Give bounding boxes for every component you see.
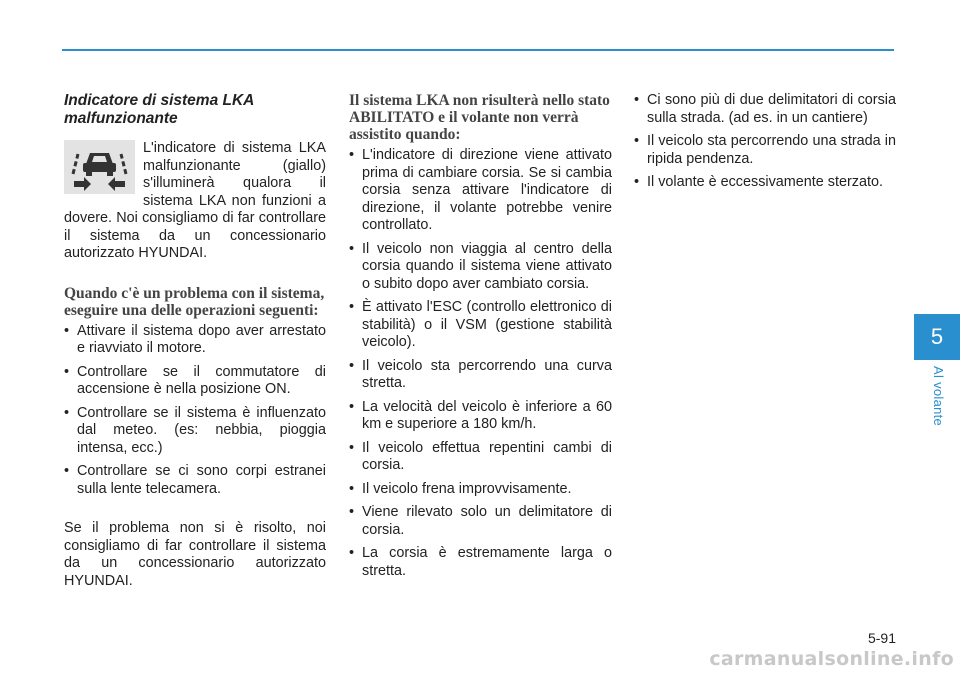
list-item: • Il veicolo effettua repentini cambi di corsia. (349, 440, 612, 475)
watermark: carmanualsonline.info (709, 648, 954, 670)
list-item: • La velocità del veicolo è inferiore a 60 km e superiore a 180 km/h. (349, 399, 612, 434)
chapter-tab[interactable]: 5 (914, 314, 960, 360)
section-heading-indicator: Indicatore di sistema LKA malfunzionante (64, 92, 254, 127)
column-2 (349, 92, 612, 586)
list-item: • Il veicolo frena improvvisamente. (349, 481, 612, 499)
conditions-heading: Il sistema LKA non risulterà nello stato ABILITATO e il volante non verrà assistito quando: (349, 92, 610, 143)
list-item: • Controllare se il sistema è influenzato dal meteo. (es: nebbia, pioggia intensa, ecc.) (64, 405, 326, 458)
problem-list (64, 323, 326, 499)
page-number: 5-91 (867, 630, 896, 646)
list-item: • Controllare se il commutatore di accensione è nella posizione ON. (64, 364, 326, 399)
lka-warning-icon (64, 140, 135, 194)
chapter-label: Al volante (931, 366, 946, 427)
list-item: • Il volante è eccessivamente sterzato. (634, 174, 896, 192)
indicator-description: L'indicatore di sistema LKA malfunzionante (giallo) s'illuminerà qualora il sistema LKA non funzioni a dovere. Noi consigliamo di far controllare il sistema da un concessionario autorizzato HYUNDAI. (64, 140, 326, 261)
list-item: • L'indicatore di direzione viene attivato prima di cambiare corsia. Se si cambia corsia senza attivare l'indicatore di direzione, il volante potrebbe venire controllato. (349, 147, 612, 235)
conditions-list (349, 147, 612, 580)
list-item: • Viene rilevato solo un delimitatore di corsia. (349, 504, 612, 539)
list-item: • Il veicolo non viaggia al centro della corsia quando il sistema viene attivato o subito dopo aver cambiato corsia. (349, 241, 612, 294)
problem-heading: Quando c'è un problema con il sistema, eseguire una delle operazioni seguenti: (64, 284, 325, 319)
list-item: • Ci sono più di due delimitatori di corsia sulla strada. (ad es. in un cantiere) (634, 92, 896, 127)
list-item: • Controllare se ci sono corpi estranei sulla lente telecamera. (64, 463, 326, 498)
closing-paragraph: Se il problema non si è risolto, noi consigliamo di far controllare il sistema da un concessionario autorizzato HYUNDAI. (64, 520, 326, 589)
header-rule (62, 49, 894, 51)
list-item: • Il veicolo sta percorrendo una curva stretta. (349, 358, 612, 393)
conditions-list-continued (634, 92, 896, 192)
column-3 (634, 92, 896, 198)
list-item: • Attivare il sistema dopo aver arrestato e riavviato il motore. (64, 323, 326, 358)
list-item: • È attivato l'ESC (controllo elettronico di stabilità) o il VSM (gestione stabilità veicolo). (349, 299, 612, 352)
column-1 (64, 92, 326, 590)
list-item: • La corsia è estremamente larga o stretta. (349, 545, 612, 580)
list-item: • Il veicolo sta percorrendo una strada in ripida pendenza. (634, 133, 896, 168)
